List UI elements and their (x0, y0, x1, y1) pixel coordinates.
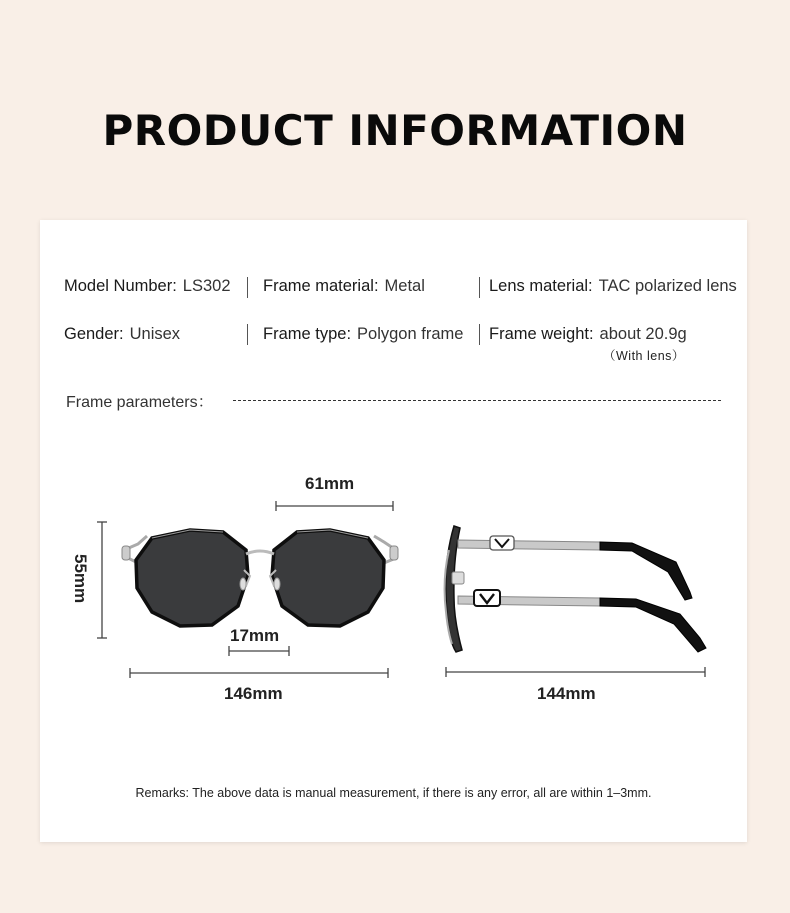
remarks-note: Remarks: The above data is manual measurement, if there is any error, all are within 1–3mm. (135, 786, 652, 800)
model-number-label: Model Number: (64, 277, 177, 295)
bridge (246, 551, 274, 554)
frame-type-label: Frame type: (263, 325, 352, 343)
page-title: PRODUCT INFORMATION (102, 106, 688, 155)
gender-label: Gender: (64, 325, 124, 343)
frame-weight-note: （With lens） (603, 349, 685, 363)
frame-parameters-label: Frame parameters： (66, 394, 214, 411)
left-lens (136, 530, 248, 626)
glasses-diagram (40, 220, 747, 842)
lens-height-label: 55mm (71, 554, 90, 604)
temple-length-label: 144mm (537, 684, 596, 703)
bridge-width-label: 17mm (230, 626, 280, 645)
side-view-glasses (445, 526, 706, 652)
front-view-glasses (122, 530, 398, 626)
lens-material-value: TAC polarized lens (598, 277, 737, 295)
frame-weight-value: about 20.9g (599, 325, 687, 343)
frame-width-label: 146mm (224, 684, 283, 703)
model-number-value: LS302 (182, 277, 231, 295)
frame-type-value: Polygon frame (357, 325, 464, 343)
frame-material-label: Frame material: (263, 277, 379, 295)
info-card (40, 220, 747, 842)
gender-value: Unisex (129, 325, 181, 343)
frame-weight-label: Frame weight: (489, 325, 594, 343)
frame-material-value: Metal (384, 277, 425, 295)
right-lens (272, 530, 384, 626)
lens-material-label: Lens material: (489, 277, 593, 295)
lens-width-label: 61mm (305, 474, 355, 493)
